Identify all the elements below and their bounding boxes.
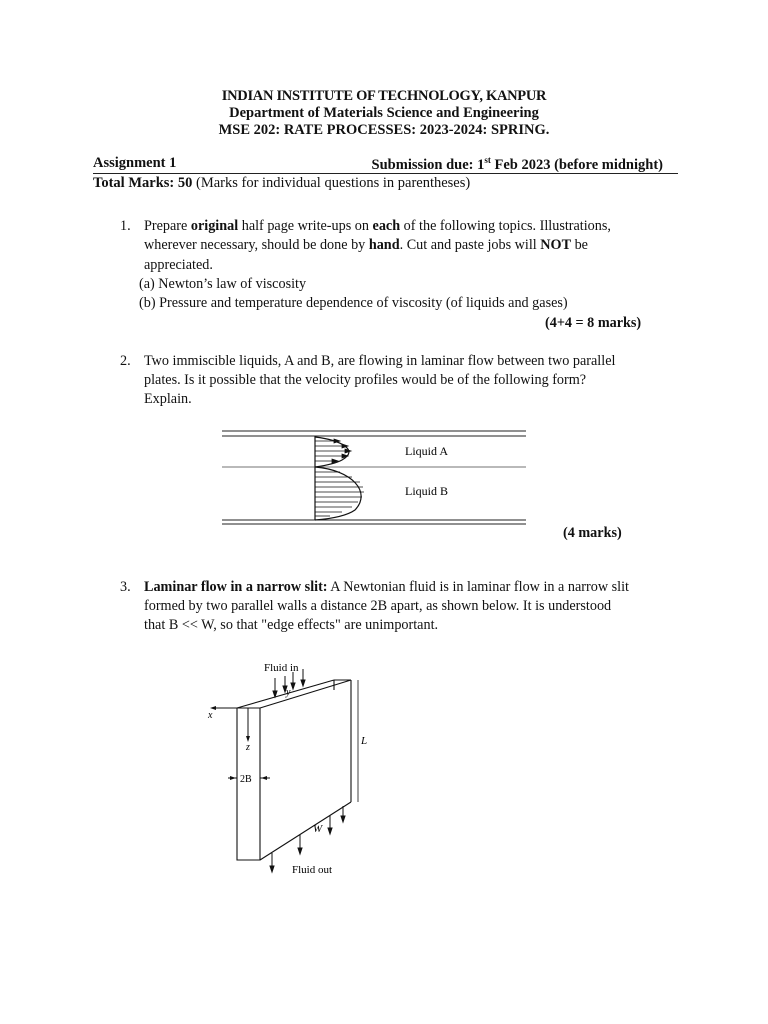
- question-2-line-1: Two immiscible liquids, A and B, are flowing in laminar flow between two parallel: [144, 353, 616, 369]
- question-2-line-3: Explain.: [144, 391, 192, 407]
- question-1-marks: (4+4 = 8 marks): [545, 315, 642, 331]
- y-axis-label: y: [286, 687, 291, 698]
- question-3-line-3: that B << W, so that "edge effects" are unimportant.: [144, 617, 439, 633]
- question-1-line-3: appreciated.: [144, 257, 213, 273]
- width-w-label: W: [313, 823, 323, 835]
- course-title: MSE 202: RATE PROCESSES: 2023-2024: SPRING.: [218, 122, 550, 138]
- question-2-line-2: plates. Is it possible that the velocity profiles would be of the following form?: [144, 372, 587, 388]
- gap-2b-label: 2B: [240, 774, 252, 785]
- question-number: 1.: [120, 218, 131, 234]
- question-3-line-1: Laminar flow in a narrow slit: A Newtonian fluid is in laminar flow in a narrow slit: [144, 579, 629, 595]
- question-1-line-1: Prepare original half page write-ups on each of the following topics. Illustrations,: [144, 218, 611, 234]
- question-3-line-2: formed by two parallel walls a distance 2B apart, as shown below. It is understood: [144, 598, 612, 614]
- department-name: Department of Materials Science and Engineering: [229, 105, 539, 121]
- fluid-in-label: Fluid in: [264, 662, 299, 674]
- liquid-a-label: Liquid A: [405, 444, 449, 458]
- question-2-marks: (4 marks): [563, 525, 622, 541]
- question-1-line-2: wherever necessary, should be done by hand. Cut and paste jobs will NOT be: [144, 237, 588, 253]
- fluid-out-label: Fluid out: [292, 864, 333, 876]
- x-axis-label: x: [208, 710, 213, 721]
- institute-name: INDIAN INSTITUTE OF TECHNOLOGY, KANPUR: [221, 88, 547, 104]
- assignment-title: Assignment 1: [93, 155, 177, 171]
- question-number: 3.: [120, 579, 131, 595]
- question-number: 2.: [120, 353, 131, 369]
- question-1-part-b: (b) Pressure and temperature dependence of viscosity (of liquids and gases): [139, 295, 568, 311]
- question-1-part-a: (a) Newton’s law of viscosity: [139, 276, 307, 292]
- total-marks: Total Marks: 50 (Marks for individual questions in parentheses): [93, 175, 471, 191]
- z-axis-label: z: [246, 742, 250, 753]
- length-l-label: L: [361, 735, 368, 747]
- liquid-b-label: Liquid B: [405, 484, 449, 498]
- submission-due: Submission due: 1st Feb 2023 (before midnight): [371, 155, 663, 173]
